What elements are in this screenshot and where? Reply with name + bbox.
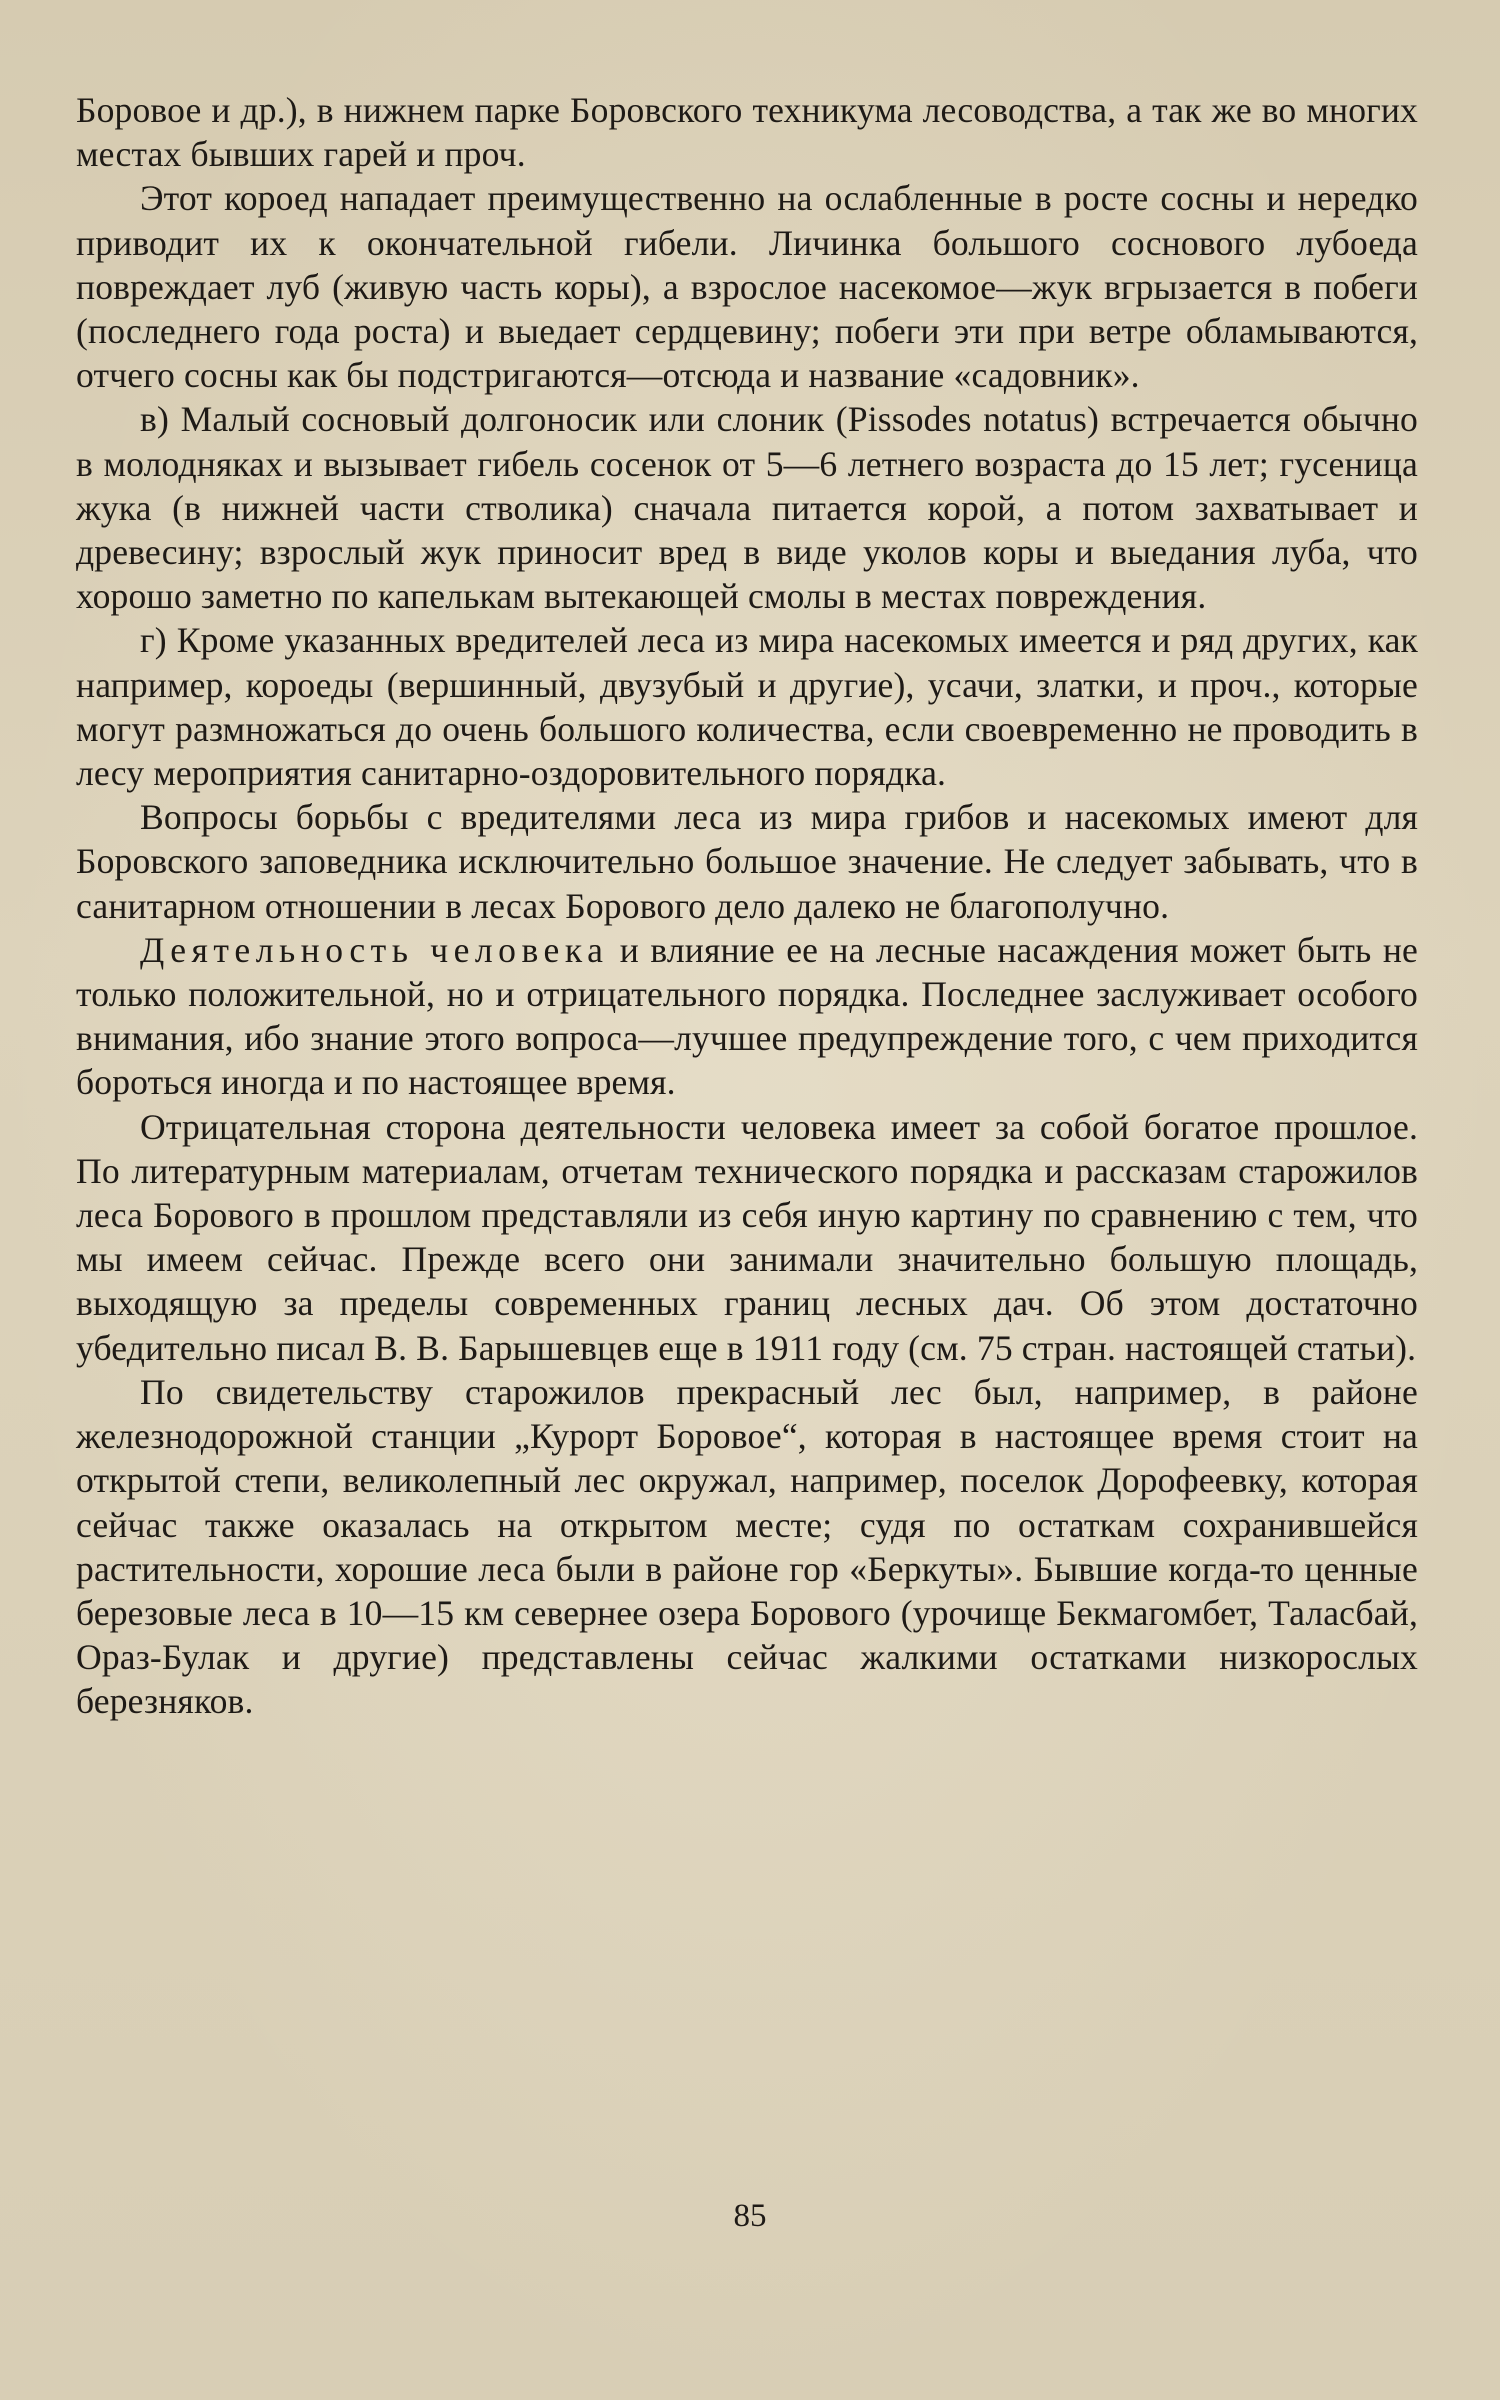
body-text (76, 88, 1418, 1724)
paragraph-negative-side: Отрицательная сторона деятельности человека имеет за собой богатое прошлое. По литературным материалам, отчетам технического порядка и рассказам старожилов леса Борового в прошлом представляли из себя иную картину по сравнению с тем, что мы имеем сейчас. Прежде всего они занимали значительно большую площадь, выходящую за пределы современных границ лесных дач. Об этом достаточно убедительно писал В. В. Барышевцев еще в 1911 году (см. 75 стран. настоящей статьи). (76, 1106, 1418, 1368)
spaced-heading: Деятельность человека (140, 929, 609, 970)
paragraph-old-residents: По свидетельству старожилов прекрасный лес был, например, в районе железнодорожной станции „Курорт Боровое“, которая в настоящее время стоит на открытой степи, великолепный лес окружал, например, поселок Дорофеевку, которая сейчас также оказалась на открытом месте; судя по остаткам сохранившейся растительности, хорошие леса были в районе гор «Беркуты». Бывшие когда-то ценные березовые леса в 10—15 км севернее озера Борового (урочище Бекмагомбет, Таласбай, Ораз-Булак и другие) представлены сейчас жалкими остатками низкорослых березняков. (76, 1371, 1418, 1722)
paragraph-pest-control: Вопросы борьбы с вредителями леса из мира грибов и насекомых имеют для Боровского заповедника исключительно большое значение. Не следует забывать, что в санитарном отношении в лесах Борового дело далеко не благополучно. (76, 797, 1418, 926)
paragraph-human-activity-text: и влияние ее на лесные насаждения может быть не только положительной, но и отрицательного порядка. Последнее заслуживает особого внимания, ибо знание этого вопроса—лучшее предупреждение того, с чем приходится бороться иногда и по настоящее время. (76, 929, 1418, 1103)
paragraph-continued: Боровое и др.), в нижнем парке Боровского техникума лесоводства, а так же во многих местах бывших гарей и проч. (76, 90, 1418, 175)
paragraph-human-activity (76, 928, 1418, 1105)
page-number: 85 (733, 2198, 767, 2234)
paragraph-weevil: в) Малый сосновый долгоносик или слоник (Pissodes notatus) встречается обычно в молодняках и вызывает гибель сосенок от 5—6 летнего возраста до 15 лет; гусеница жука (в нижней части стволика) сначала питается корой, а потом захватывает и древесину; взрослый жук приносит вред в виде уколов коры и выедания луба, что хорошо заметно по капелькам вытекающей смолы в местах повреждения. (76, 399, 1418, 617)
paragraph-other-pests: г) Кроме указанных вредителей леса из мира насекомых имеется и ряд других, как например, короеды (вершинный, двузубый и другие), усачи, златки, и проч., которые могут размножаться до очень большого количества, если своевременно не проводить в лесу мероприятия санитарно-оздоровительного порядка. (76, 620, 1418, 794)
paragraph-pine-beetle: Этот короед нападает преимущественно на ослабленные в росте сосны и нередко приводит их к окончательной гибели. Личинка большого соснового лубоеда повреждает луб (живую часть коры), а взрослое насекомое—жук вгрызается в побеги (последнего года роста) и выедает сердцевину; побеги эти при ветре обламываются, отчего сосны как бы подстригаются—отсюда и название «садовник». (76, 178, 1418, 396)
